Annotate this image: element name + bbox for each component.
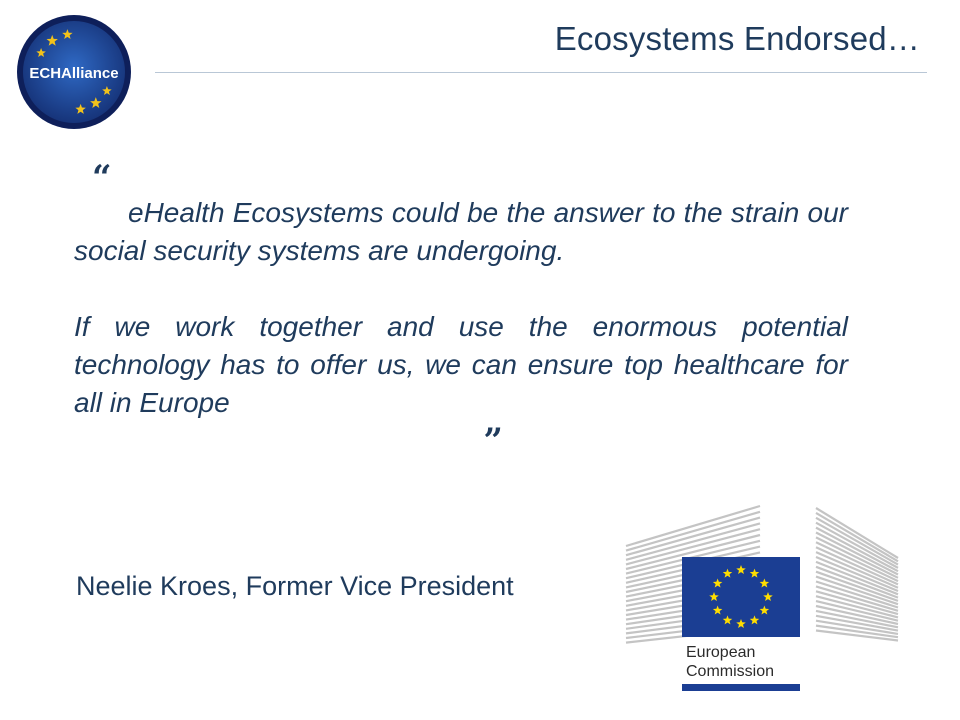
echalliance-logo-text: ECHAlliance <box>29 65 119 82</box>
building-line <box>626 523 760 559</box>
ec-logo-line-1: European <box>686 644 756 661</box>
eu-star-icon <box>750 569 760 578</box>
ec-logo-underline <box>682 684 800 691</box>
close-quote-mark: „ <box>484 402 504 442</box>
eu-star-icon <box>723 615 733 624</box>
title-divider <box>155 72 927 73</box>
building-line <box>626 518 760 556</box>
eu-star-icon <box>763 592 773 601</box>
eu-star-icon <box>709 592 719 601</box>
quote-attribution: Neelie Kroes, Former Vice President <box>76 571 514 601</box>
quote-paragraph-2: If we work together and use the enormous potential technology has to offer us, we can ensure top healthcare for all in Europe <box>74 311 848 418</box>
eu-star-icon <box>736 619 746 628</box>
eu-star-icon <box>723 569 733 578</box>
eu-star-icon <box>760 579 770 588</box>
slide-title: Ecosystems Endorsed… <box>554 20 920 57</box>
ec-logo-line-2: Commission <box>686 663 775 680</box>
european-commission-logo-icon <box>620 500 904 696</box>
ec-logo-text <box>686 643 816 681</box>
eu-star-icon <box>713 579 723 588</box>
eu-star-icon <box>713 606 723 615</box>
open-quote-mark: “ <box>92 158 112 198</box>
echalliance-logo-icon <box>14 12 134 132</box>
eu-star-icon <box>750 615 760 624</box>
eu-star-icon <box>760 606 770 615</box>
quote-paragraph-1: eHealth Ecosystems could be the answer to the strain our social security systems are undergoing. <box>74 197 848 266</box>
eu-star-icon <box>736 565 746 574</box>
quote-block <box>74 194 848 422</box>
eu-flag-icon <box>682 557 800 637</box>
